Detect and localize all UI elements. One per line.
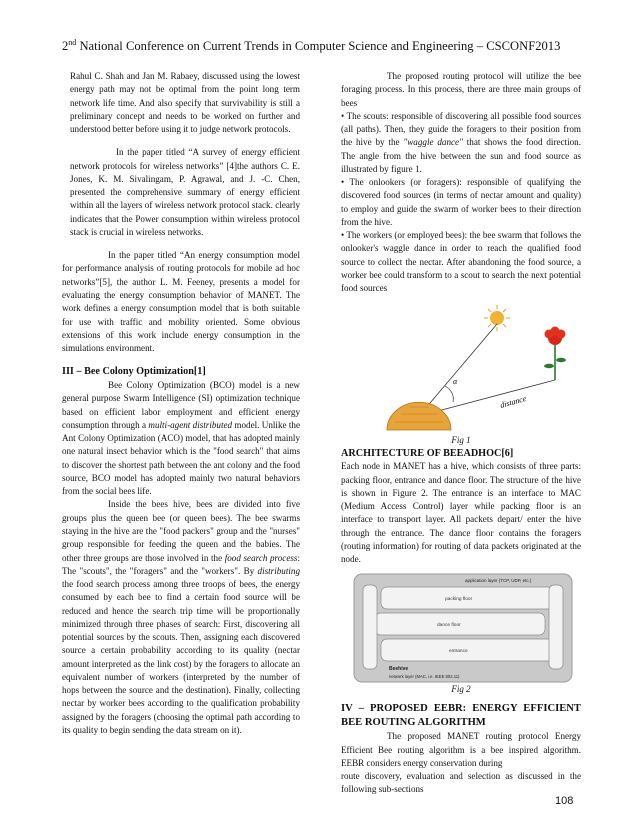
- figure-1-caption: Fig 1: [451, 434, 471, 445]
- section-heading-bee-colony: III – Bee Colony Optimization[1]: [62, 366, 206, 378]
- hive-icon: [387, 402, 451, 430]
- right-paragraph-3: The proposed MANET routing protocol Energy Efficient Bee routing algorithm is a bee inspired algorithm. EEBR considers energy conservation during: [341, 731, 581, 768]
- section-heading-eebr: IV – PROPOSED EEBR: ENERGY EFFICIENT BEE ROUTING ALGORITHM: [341, 702, 581, 728]
- left-column: [62, 70, 300, 737]
- conference-header: [62, 38, 582, 54]
- fig2-bottom-label: network layer (MAC, i.e. IEEE 802.11): [389, 673, 460, 679]
- left-paragraph-5: Inside the bees hive, bees are divided into five groups plus the queen bee (or queen bees). The bee swarms staying in the hive are the "food packers" group and the "nurses" group responsible for feeding the queen and the babies. The other three groups are those involved in the food search process: The "scouts", the "foragers" and the "workers". By distributing the food search process among three troops of bees, the energy consumed by each bee to find a certain food source will be reduced and hence the search trip time will be proportionally minimized through three phases of search: First, discovering all potential sources by the scouts. Then, assigning each discovered source a certain probability according to its quality (nectar amount interpreted as the link cost) by the foragers to allocate an equivalent number of workers (interpreted by the number of hops between the source and the destination). Finally, collecting nectar by worker bees according to the qualification probability assigned by the foragers (choosing the optimal path according to its quality to begin sending the data stream on it).: [62, 499, 300, 735]
- right-paragraph-4: route discovery, evaluation and selection as discussed in the following sub-sections: [341, 771, 581, 795]
- right-column: [341, 70, 581, 797]
- bullet-onlookers: • The onlookers (or foragers): responsible of qualifying the discovered food sources (in terms of nectar amount and quality) to employ and guide the swarm of worker bees to their direction from the hive.: [341, 177, 581, 227]
- figure-2-beehive-architecture: [353, 573, 573, 683]
- left-paragraph-2: In the paper titled “A survey of energy efficient network protocols for wireless networks” [4]the authors C. E. Jones, K. M. Sivalingam, P. Agrawal, and J. -C. Chen, presented the comprehensive summary of energy efficient within all the layers of wireless network protocol stack. clearly indicates that the Power consumption within wireless protocol stack is crucial in wireless networks.: [70, 147, 300, 237]
- right-paragraph-1: The proposed routing protocol will utilize the bee foraging process. In this process, there are three main groups of bees: [341, 71, 581, 108]
- flower-icon: [544, 326, 566, 380]
- page-number: 108: [555, 795, 574, 807]
- fig2-beehive-label: Beehive: [389, 665, 409, 672]
- header-text: National Conference on Current Trends in Computer Science and Engineering – CSCONF2013: [76, 39, 561, 54]
- header-superscript: nd: [68, 38, 77, 47]
- figure-1-waggle-dance: [341, 304, 581, 434]
- fig2-packing-label: packing floor: [445, 596, 473, 602]
- fig2-entrance-label: entrance: [449, 648, 468, 654]
- fig2-top-label: application layer (TCP, UDP, etc.): [465, 577, 532, 583]
- header-ordinal: 2: [62, 39, 69, 54]
- sun-direction-line: [419, 324, 497, 416]
- right-paragraph-2: Each node in MANET has a hive, which consists of three parts: packing floor, entrance and dance floor. The structure of the hive is shown in Figure 2. The entrance is an interface to MAC (Medium Access Control) layer while packing floor is an interface to transport layer. All packets depart/ enter the hive through the entrance. The dance floor contains the foragers (routing information) for routing of data packets originated at the node.: [341, 461, 581, 565]
- left-paragraph-4: Bee Colony Optimization (BCO) model is a new general purpose Swarm Intelligence (SI) optimization technique based on efficient labor employment and efficient energy consumption through a multi-agent distributed model. Unlike the Ant Colony Optimization (ACO) model, that has adopted mainly one natural insect behavior which is the "food search" that aims to discover the shortest path between the ant colony and the food source, BCO model has adopted mainly two natural behaviors from the social bees life.: [62, 380, 300, 497]
- section-heading-architecture: ARCHITECTURE OF BEEADHOC[6]: [341, 447, 514, 459]
- bullet-scouts: • The scouts: responsible of discovering all possible food sources (all paths). Then, they guide the foragers to their position from the hive by the "waggle dance" that shows the food direction. The angle from the hive between the sun and food source as illustrated by figure 1.: [341, 110, 581, 174]
- fig1-alpha-label: α: [453, 376, 458, 386]
- figure-2-caption: Fig 2: [451, 683, 471, 694]
- bullet-workers: • The workers (or employed bees): the bee swarm that follows the onlooker's waggle dance in order to reach the qualified food source to collect the nectar. After abandoning the food source, a worker bee could transform to a scout to search the next potential food sources: [341, 230, 581, 294]
- left-paragraph-1: Rahul C. Shah and Jan M. Rabaey, discussed using the lowest energy path may not be optimal from the point long term network life time. And also specify that survivability is still a preliminary concept and needs to be worked on further and understood better before using it to judge network protocols.: [70, 71, 300, 135]
- sun-icon: [484, 305, 510, 331]
- left-paragraph-3: In the paper titled “An energy consumption model for performance analysis of routing protocols for mobile ad hoc networks”[5], the author L. M. Feeney, presents a model for evaluating the energy consumption behavior of MANET. The work defines a energy consumption model that is both suitable for use with traffic and mobility oriented. Some obvious extensions of this work include energy consumption in the simulations environment.: [62, 250, 300, 354]
- fig1-distance-label: distance: [499, 393, 528, 410]
- angle-arc: [445, 386, 453, 402]
- fig2-dance-label: dance floor: [437, 622, 461, 628]
